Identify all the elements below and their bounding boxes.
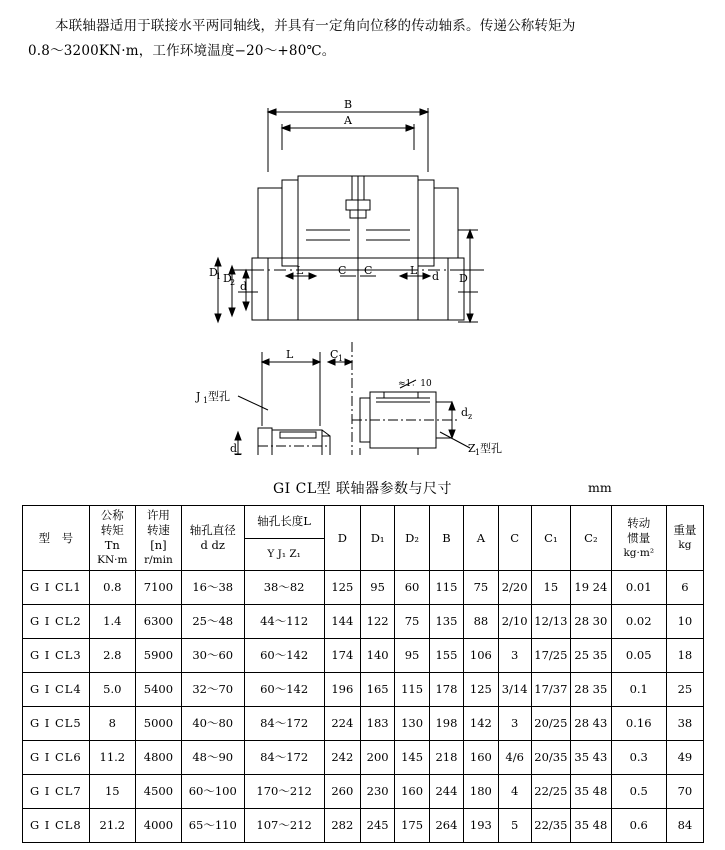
intro-line-1: 本联轴器适用于联接水平两同轴线，并具有一定角向位移的传动轴系。传递公称转矩为	[55, 18, 576, 34]
cell-D1: 230	[360, 775, 394, 809]
cell-model: G I CL2	[23, 605, 90, 639]
svg-text:1: 1	[338, 354, 344, 363]
header-torque: 公称 转矩 Tn KN·m	[89, 506, 135, 571]
cell-D1: 122	[360, 605, 394, 639]
cell-inertia: 0.5	[611, 775, 666, 809]
parameter-table	[22, 505, 704, 843]
cell-C1: 22/35	[531, 809, 570, 843]
cell-bore-length: 60～142	[244, 673, 324, 707]
cell-model: G I CL8	[23, 809, 90, 843]
cell-weight: 10	[666, 605, 703, 639]
cell-inertia: 0.01	[611, 571, 666, 605]
cell-D2: 60	[395, 571, 429, 605]
label-d-lower: d	[230, 442, 238, 455]
cell-C: 4/6	[498, 741, 531, 775]
cell-weight: 38	[666, 707, 703, 741]
cell-weight: 6	[666, 571, 703, 605]
cell-B: 218	[429, 741, 463, 775]
cell-bore-length: 107～212	[244, 809, 324, 843]
cell-D1: 165	[360, 673, 394, 707]
cell-B: 178	[429, 673, 463, 707]
cell-torque: 5.0	[89, 673, 135, 707]
cell-inertia: 0.1	[611, 673, 666, 707]
svg-text:1: 1	[203, 396, 209, 405]
header-model: 型 号	[23, 506, 90, 571]
label-Z1-hole: Z	[468, 442, 476, 455]
cell-D: 144	[324, 605, 360, 639]
cell-weight: 84	[666, 809, 703, 843]
cell-C1: 12/13	[531, 605, 570, 639]
cell-bore-diameter: 48～90	[181, 741, 244, 775]
cell-C2: 25 35	[571, 639, 612, 673]
cell-model: G I CL1	[23, 571, 90, 605]
cell-B: 115	[429, 571, 463, 605]
cell-D: 196	[324, 673, 360, 707]
header-C1: C₁	[531, 506, 570, 571]
cell-C: 3	[498, 707, 531, 741]
cell-C2: 28 30	[571, 605, 612, 639]
cell-bore-diameter: 16～38	[181, 571, 244, 605]
cell-bore-length: 38～82	[244, 571, 324, 605]
cell-speed: 5000	[135, 707, 181, 741]
table-row	[23, 673, 704, 707]
cell-C: 3	[498, 639, 531, 673]
cell-C1: 20/25	[531, 707, 570, 741]
header-bore-length: 轴孔长度L	[244, 506, 324, 539]
cell-torque: 11.2	[89, 741, 135, 775]
cell-inertia: 0.05	[611, 639, 666, 673]
label-d-right: d	[432, 270, 440, 283]
parameter-table-wrapper	[22, 505, 704, 843]
label-L-lower-left: L	[286, 348, 294, 361]
label-J1-hole: J	[196, 390, 201, 403]
coupling-technical-drawing	[0, 80, 725, 455]
cell-D2: 95	[395, 639, 429, 673]
table-row	[23, 809, 704, 843]
svg-text:z: z	[468, 412, 473, 421]
cell-bore-length: 170～212	[244, 775, 324, 809]
cell-C: 5	[498, 809, 531, 843]
cell-C: 4	[498, 775, 531, 809]
cell-bore-diameter: 32～70	[181, 673, 244, 707]
cell-bore-length: 84～172	[244, 741, 324, 775]
label-D: D	[459, 272, 468, 285]
header-bore-diameter: 轴孔直径 d dz	[181, 506, 244, 571]
cell-speed: 5900	[135, 639, 181, 673]
label-dz: d	[461, 406, 469, 419]
cell-C2: 28 43	[571, 707, 612, 741]
cell-inertia: 0.3	[611, 741, 666, 775]
label-d-left: d	[240, 280, 248, 293]
cell-D2: 75	[395, 605, 429, 639]
cell-D1: 200	[360, 741, 394, 775]
cell-bore-length: 44～112	[244, 605, 324, 639]
cell-C: 2/10	[498, 605, 531, 639]
cell-speed: 5400	[135, 673, 181, 707]
cell-B: 264	[429, 809, 463, 843]
cell-speed: 4500	[135, 775, 181, 809]
header-D2: D₂	[395, 506, 429, 571]
cell-D: 242	[324, 741, 360, 775]
cell-model: G I CL3	[23, 639, 90, 673]
header-speed: 许用 转速 [n] r/min	[135, 506, 181, 571]
table-row	[23, 707, 704, 741]
cell-D2: 130	[395, 707, 429, 741]
cell-bore-length: 84～172	[244, 707, 324, 741]
svg-text:2: 2	[230, 278, 236, 287]
cell-bore-diameter: 40～80	[181, 707, 244, 741]
label-B: B	[344, 98, 353, 111]
table-title: GI CL型 联轴器参数与尺寸	[272, 481, 453, 497]
table-row	[23, 775, 704, 809]
cell-torque: 0.8	[89, 571, 135, 605]
cell-torque: 15	[89, 775, 135, 809]
label-taper: ≈1：10	[398, 379, 432, 389]
cell-A: 160	[464, 741, 498, 775]
cell-model: G I CL4	[23, 673, 90, 707]
cell-C: 2/20	[498, 571, 531, 605]
cell-bore-diameter: 60～100	[181, 775, 244, 809]
cell-torque: 21.2	[89, 809, 135, 843]
cell-model: G I CL7	[23, 775, 90, 809]
header-D1: D₁	[360, 506, 394, 571]
label-D1: D	[209, 266, 218, 279]
label-C1: C	[330, 348, 339, 361]
cell-C2: 35 43	[571, 741, 612, 775]
cell-A: 88	[464, 605, 498, 639]
cell-weight: 25	[666, 673, 703, 707]
cell-weight: 18	[666, 639, 703, 673]
cell-D: 224	[324, 707, 360, 741]
cell-bore-length: 60～142	[244, 639, 324, 673]
cell-A: 142	[464, 707, 498, 741]
cell-D: 125	[324, 571, 360, 605]
cell-D2: 175	[395, 809, 429, 843]
cell-C1: 15	[531, 571, 570, 605]
header-bore-length-types: Y J₁ Z₁	[244, 538, 324, 571]
cell-C2: 35 48	[571, 809, 612, 843]
cell-torque: 2.8	[89, 639, 135, 673]
table-row	[23, 639, 704, 673]
table-title-row	[0, 478, 725, 500]
header-weight: 重量 kg	[666, 506, 703, 571]
svg-text:1: 1	[475, 448, 481, 455]
header-B: B	[429, 506, 463, 571]
cell-B: 198	[429, 707, 463, 741]
header-inertia: 转动 惯量 kg·m²	[611, 506, 666, 571]
table-row	[23, 571, 704, 605]
svg-text:型孔: 型孔	[208, 390, 230, 403]
cell-speed: 7100	[135, 571, 181, 605]
cell-B: 135	[429, 605, 463, 639]
svg-text:型孔: 型孔	[480, 442, 502, 455]
cell-D1: 245	[360, 809, 394, 843]
cell-bore-diameter: 65～110	[181, 809, 244, 843]
label-L-left: L	[296, 264, 304, 277]
cell-D: 174	[324, 639, 360, 673]
cell-D1: 95	[360, 571, 394, 605]
svg-text:1: 1	[216, 272, 222, 281]
table-unit: mm	[588, 480, 612, 495]
cell-C1: 17/25	[531, 639, 570, 673]
cell-C2: 28 35	[571, 673, 612, 707]
label-A: A	[344, 114, 352, 127]
cell-C1: 17/37	[531, 673, 570, 707]
cell-A: 75	[464, 571, 498, 605]
cell-C2: 35 48	[571, 775, 612, 809]
cell-D: 282	[324, 809, 360, 843]
cell-weight: 70	[666, 775, 703, 809]
header-C2: C₂	[571, 506, 612, 571]
cell-speed: 4000	[135, 809, 181, 843]
cell-model: G I CL6	[23, 741, 90, 775]
table-body	[23, 571, 704, 843]
cell-torque: 8	[89, 707, 135, 741]
label-C-right: C	[364, 264, 373, 277]
cell-bore-diameter: 25～48	[181, 605, 244, 639]
intro-line-2: 0.8～3200KN·m，工作环境温度−20～+80℃。	[28, 43, 336, 59]
cell-D2: 160	[395, 775, 429, 809]
cell-speed: 6300	[135, 605, 181, 639]
cell-inertia: 0.16	[611, 707, 666, 741]
cell-C: 3/14	[498, 673, 531, 707]
cell-D1: 183	[360, 707, 394, 741]
cell-weight: 49	[666, 741, 703, 775]
table-row	[23, 741, 704, 775]
header-A: A	[464, 506, 498, 571]
cell-D2: 115	[395, 673, 429, 707]
cell-torque: 1.4	[89, 605, 135, 639]
cell-inertia: 0.02	[611, 605, 666, 639]
cell-inertia: 0.6	[611, 809, 666, 843]
cell-D2: 145	[395, 741, 429, 775]
cell-model: G I CL5	[23, 707, 90, 741]
cell-D1: 140	[360, 639, 394, 673]
cell-B: 244	[429, 775, 463, 809]
cell-speed: 4800	[135, 741, 181, 775]
label-C-left: C	[338, 264, 347, 277]
cell-C1: 22/25	[531, 775, 570, 809]
intro-paragraph	[28, 14, 698, 64]
cell-B: 155	[429, 639, 463, 673]
cell-C1: 20/35	[531, 741, 570, 775]
table-header-row	[23, 506, 704, 539]
cell-bore-diameter: 30～60	[181, 639, 244, 673]
header-D: D	[324, 506, 360, 571]
table-row	[23, 605, 704, 639]
cell-A: 106	[464, 639, 498, 673]
label-L-right: L	[410, 264, 418, 277]
cell-C2: 19 24	[571, 571, 612, 605]
label-D2: D	[223, 272, 232, 285]
cell-A: 180	[464, 775, 498, 809]
header-C: C	[498, 506, 531, 571]
cell-A: 193	[464, 809, 498, 843]
cell-A: 125	[464, 673, 498, 707]
cell-D: 260	[324, 775, 360, 809]
